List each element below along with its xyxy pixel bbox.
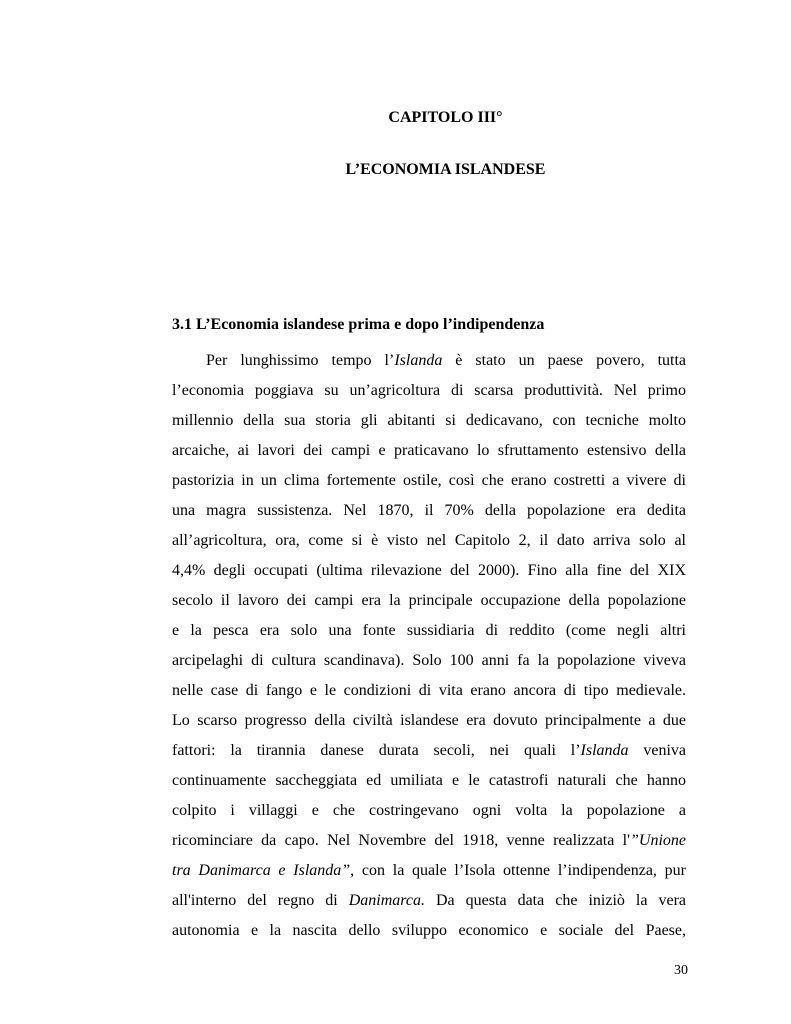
text-line (172, 376, 686, 406)
text-run: una magra sussistenza. Nel 1870, il 70% della popolazione era dedita (172, 502, 686, 519)
text-run: autonomia e la nascita dello sviluppo economico e sociale del Paese, (172, 922, 686, 939)
page-number: 30 (674, 963, 688, 978)
text-line (172, 406, 686, 436)
text-line (172, 556, 686, 586)
text-line (172, 916, 686, 946)
text-run: 4,4% degli occupati (ultima rilevazione del 2000). Fino alla fine del XIX (172, 562, 686, 579)
section-heading: 3.1 L’Economia islandese prima e dopo l’indipendenza (172, 316, 545, 333)
text-line (172, 676, 686, 706)
text-line (172, 526, 686, 556)
italic-run: Islanda (394, 352, 443, 369)
text-run: continuamente saccheggiata ed umiliata e le catastrofi naturali che hanno (172, 772, 686, 789)
text-line (172, 436, 686, 466)
text-run: nelle case di fango e le condizioni di vita erano ancora di tipo medievale. (172, 682, 686, 699)
italic-run: Danimarca. (348, 892, 425, 909)
text-line (172, 706, 686, 736)
italic-run: tra Danimarca e Islanda” (172, 862, 351, 879)
italic-run: Islanda (580, 742, 629, 759)
text-line (172, 646, 686, 676)
text-line (172, 466, 686, 496)
text-run: Per lunghissimo tempo l’ (206, 352, 395, 369)
chapter-number: CAPITOLO III° (388, 109, 503, 126)
text-run: millennio della sua storia gli abitanti si dedicavano, con tecniche molto (172, 412, 686, 429)
text-run: arcipelaghi di cultura scandinava). Solo 100 anni fa la popolazione viveva (172, 652, 686, 669)
text-run: , con la quale l’Isola ottenne l’indipendenza, pur (350, 862, 686, 879)
text-run: e la pesca era solo una fonte sussidiaria di reddito (come negli altri (172, 622, 686, 639)
text-run: pastorizia in un clima fortemente ostile, così che erano costretti a vivere di (172, 472, 686, 489)
text-run: l’economia poggiava su un’agricoltura di scarsa produttività. Nel primo (172, 382, 686, 399)
text-run: colpito i villaggi e che costringevano ogni volta la popolazione a (172, 802, 686, 819)
text-run: arcaiche, ai lavori dei campi e praticavano lo sfruttamento estensivo della (172, 442, 686, 459)
text-run: Da questa data che iniziò la vera (424, 892, 686, 909)
text-line (172, 766, 686, 796)
text-line (172, 736, 686, 766)
text-line (172, 826, 686, 856)
chapter-title: L’ECONOMIA ISLANDESE (345, 161, 546, 178)
text-run: all'interno del regno di (172, 892, 349, 909)
text-run: Lo scarso progresso della civiltà islandese era dovuto principalmente a due (172, 712, 686, 729)
text-line (172, 496, 686, 526)
body-paragraph (172, 346, 686, 946)
text-run: è stato un paese povero, tutta (442, 352, 686, 369)
text-line (172, 586, 686, 616)
text-line (172, 856, 686, 886)
text-run: fattori: la tirannia danese durata secoli, nei quali l’ (172, 742, 581, 759)
text-run: secolo il lavoro dei campi era la principale occupazione della popolazione (172, 592, 686, 609)
text-run: veniva (628, 742, 686, 759)
text-line (172, 796, 686, 826)
text-line (172, 346, 686, 376)
text-line (172, 886, 686, 916)
text-run: ricominciare da capo. Nel Novembre del 1918, venne realizzata l' (172, 832, 630, 849)
text-line (172, 616, 686, 646)
text-run: all’agricoltura, ora, come si è visto nel Capitolo 2, il dato arriva solo al (172, 532, 686, 549)
italic-run: ”Unione (630, 832, 686, 849)
